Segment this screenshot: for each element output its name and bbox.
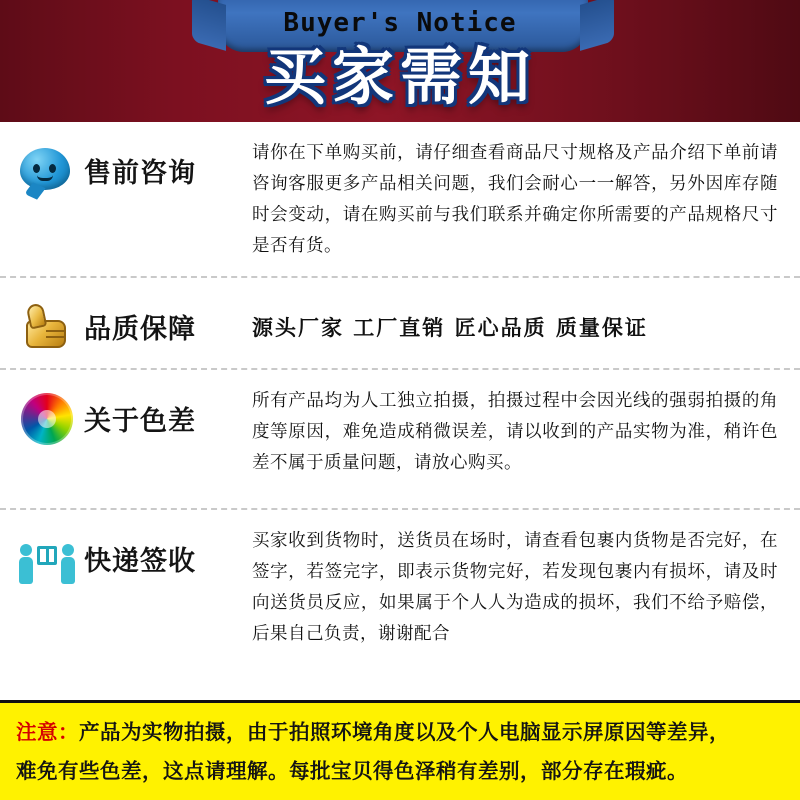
footer-warning (0, 700, 800, 800)
header-title-cn: 买家需知 (263, 40, 536, 113)
section-text-color: 所有产品均为人工独立拍摄，拍摄过程中会因光线的强弱拍摄的角度等原因，难免造成稍微误差，请以收到的产品实物为准，稍许色差不属于质量问题，请放心购买。 (252, 391, 778, 473)
section-label-delivery (18, 526, 252, 586)
section-label-color (18, 386, 252, 446)
notice-section-delivery (0, 510, 800, 686)
notice-section-quality (0, 278, 800, 370)
section-title-delivery: 快递签收 (84, 545, 196, 577)
section-title-quality: 品质保障 (84, 313, 196, 345)
thumbs-up-icon (18, 298, 74, 354)
page-header (0, 0, 800, 122)
section-text-presale: 请你在下单购买前，请仔细查看商品尺寸规格及产品介绍下单前请咨询客服更多产品相关问题，我们会耐心一一解答，另外因库存随时会变动，请在购买前与我们联系并确定你所需要的产品规格尺寸是否有货。 (252, 143, 778, 256)
header-title-en: Buyer's Notice (283, 8, 517, 38)
section-label-presale (18, 138, 252, 198)
delivery-handoff-icon (18, 530, 74, 586)
footer-line-1 (16, 713, 784, 752)
notice-section-color (0, 370, 800, 510)
section-title-color: 关于色差 (84, 405, 196, 437)
notice-section-presale (0, 122, 800, 278)
speech-bubble-face-icon (18, 142, 74, 198)
notice-sections (0, 122, 800, 700)
section-text-delivery: 买家收到货物时，送货员在场时，请查看包裹内货物是否完好，在签字，若签完字，即表示货物完好，若发现包裹内有损坏，请及时向送货员反应，如果属于个人人为造成的损坏，我们不给予赔偿，后果自己负责，谢谢配合 (252, 531, 778, 644)
section-label-quality (18, 294, 252, 354)
footer-highlight: 注意： (16, 720, 79, 744)
section-text-quality: 源头厂家 工厂直销 匠心品质 质量保证 (252, 315, 648, 340)
section-title-presale: 售前咨询 (84, 157, 196, 189)
color-wheel-icon (18, 390, 74, 446)
footer-line-1-rest: 产品为实物拍摄，由于拍照环境角度以及个人电脑显示屏原因等差异， (79, 720, 730, 744)
footer-line-2: 难免有些色差，这点请理解。每批宝贝得色泽稍有差别，部分存在瑕疵。 (16, 759, 688, 783)
